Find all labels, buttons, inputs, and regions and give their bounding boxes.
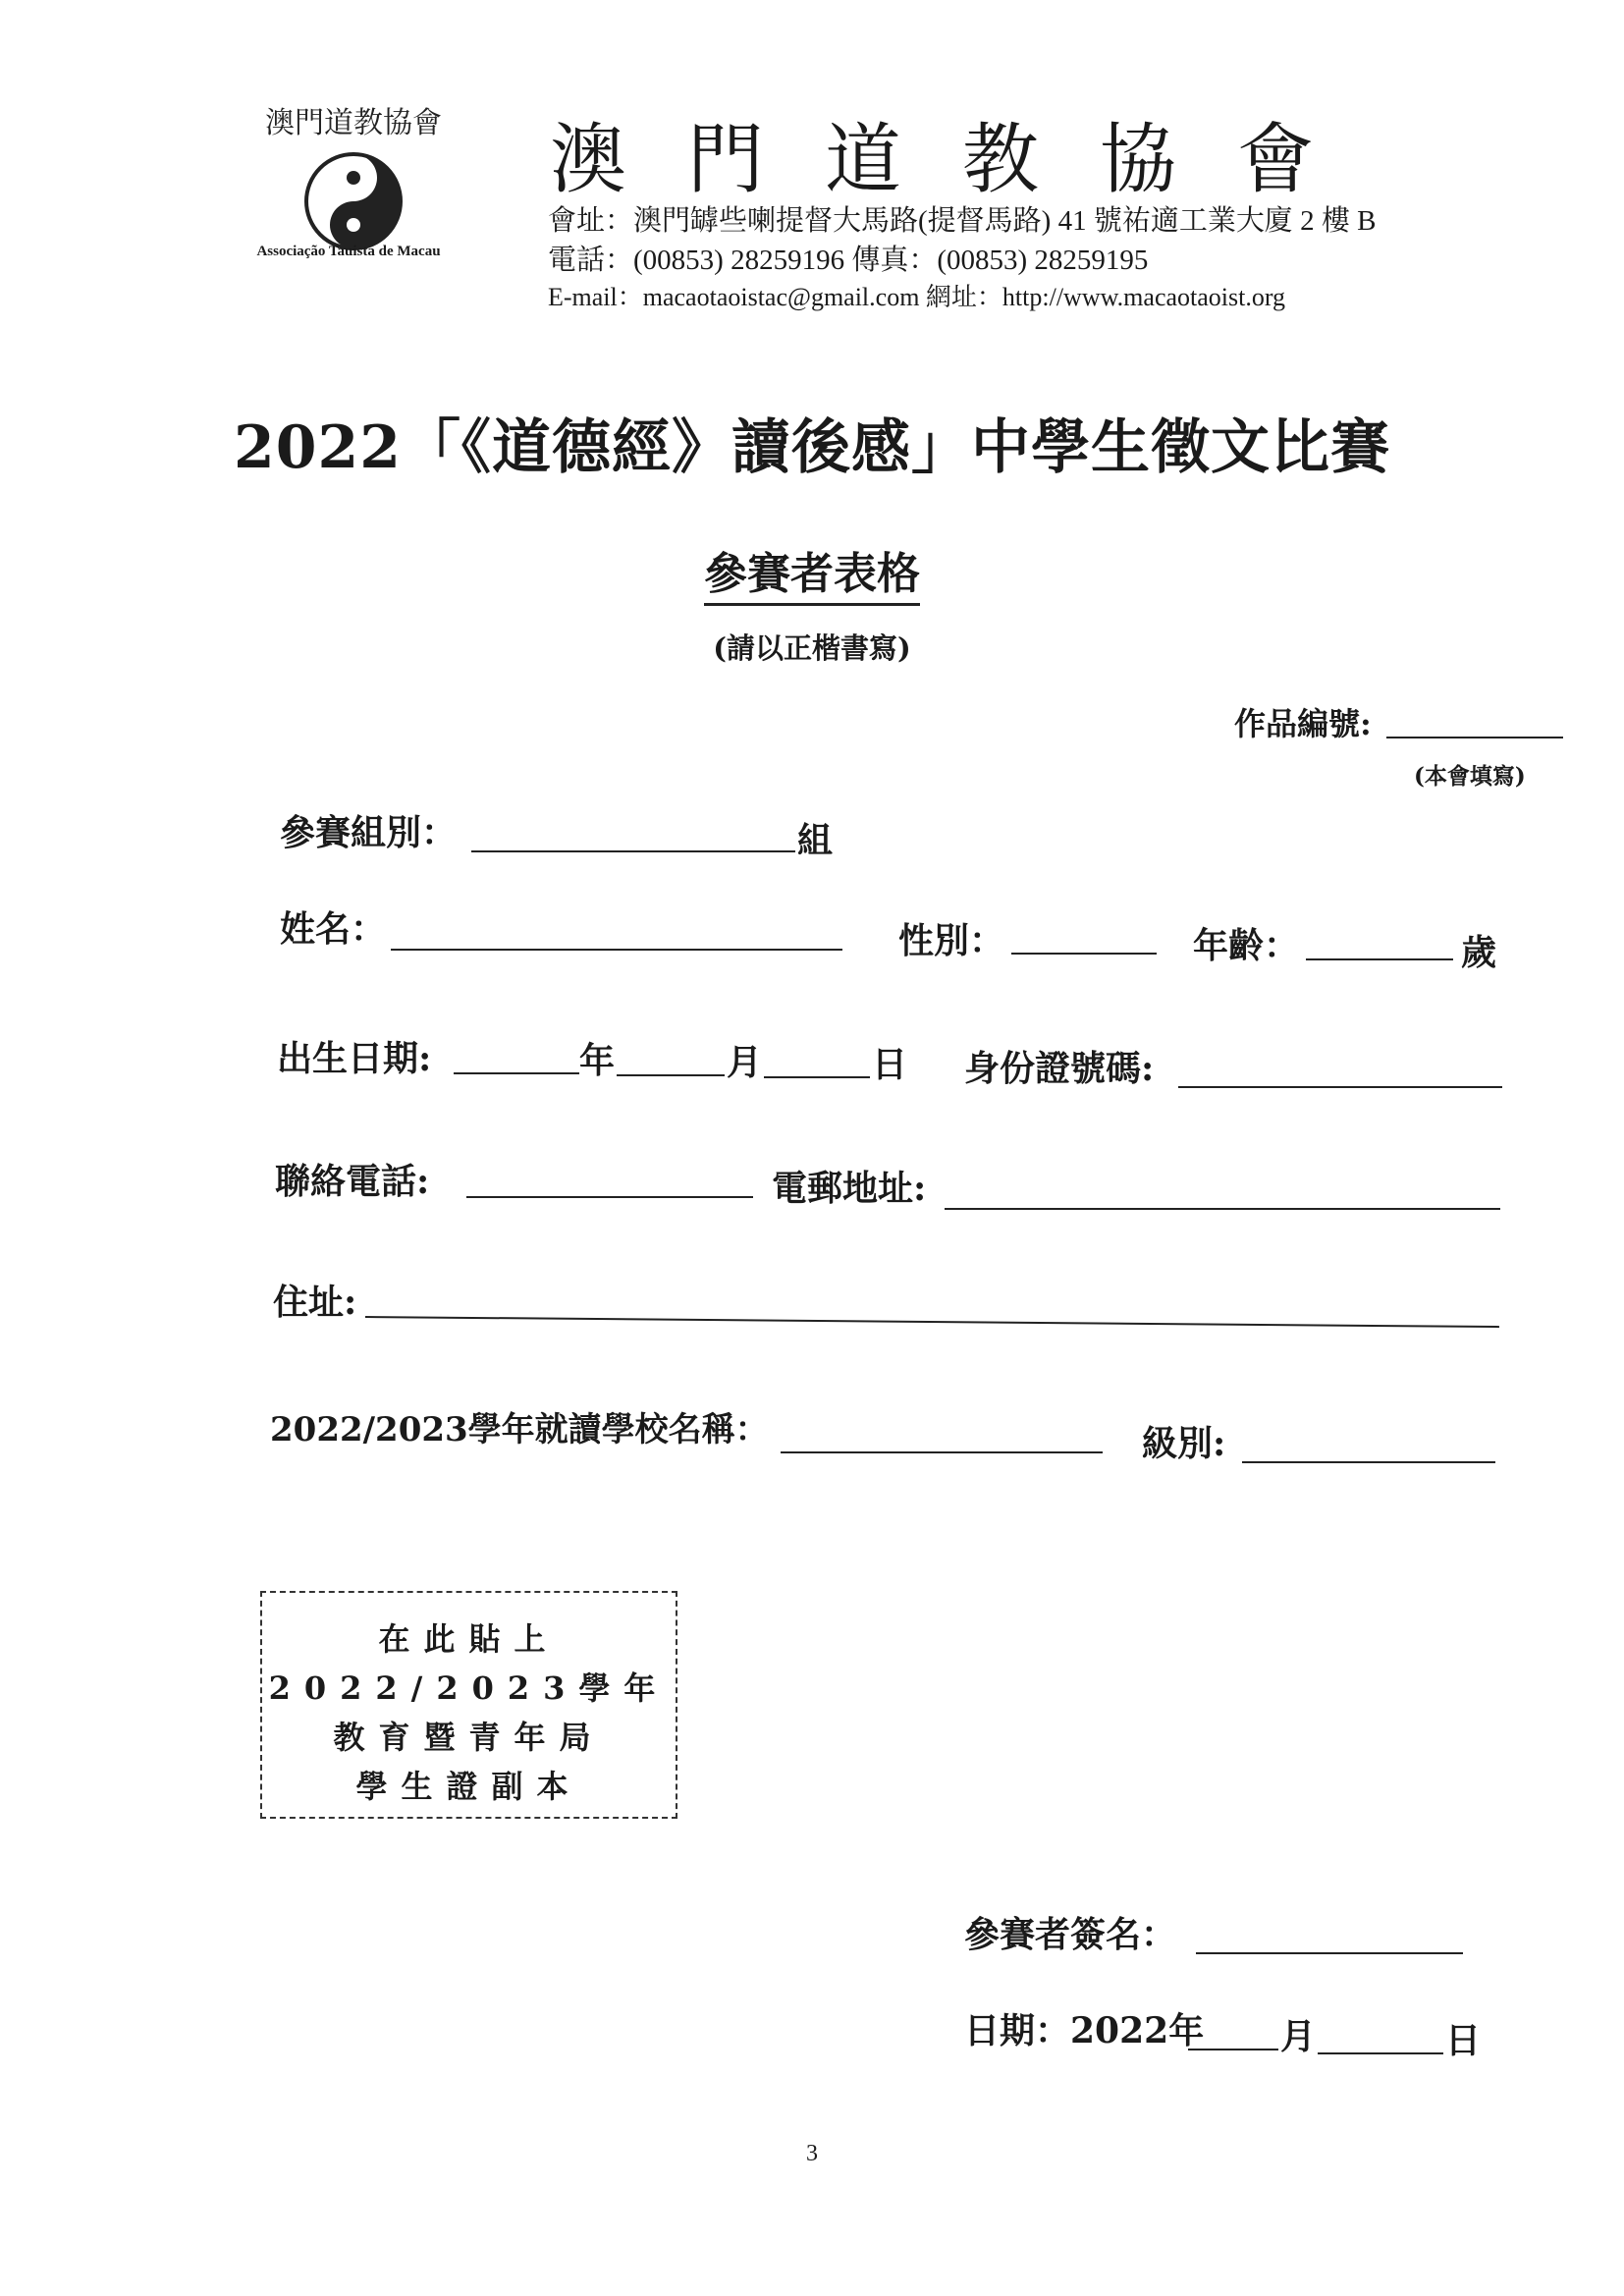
age-suffix: 歲 (1461, 932, 1497, 973)
logo-subtitle: Associação Tauista de Macau (256, 244, 441, 259)
school-label: 2022/2023學年就讀學校名稱： (270, 1410, 769, 1449)
school-field[interactable] (781, 1451, 1103, 1453)
sign-day-unit: 日 (1445, 2020, 1482, 2061)
phone-field[interactable] (466, 1196, 753, 1198)
id-label: 身份證號碼: (964, 1048, 1155, 1089)
sign-date-label: 日期：2022年 (964, 2010, 1205, 2051)
group-label: 參賽組別： (280, 812, 458, 853)
name-field[interactable] (391, 949, 842, 951)
page-number: 3 (806, 2141, 818, 2166)
form-title (0, 538, 1624, 601)
entry-no-field[interactable] (1386, 737, 1563, 738)
dob-month-unit: 月 (727, 1042, 763, 1083)
address-label: 住址: (273, 1282, 357, 1323)
dob-year-unit: 年 (579, 1040, 616, 1081)
grade-label: 級別: (1142, 1423, 1226, 1464)
email-field[interactable] (945, 1208, 1500, 1210)
name-label: 姓名： (280, 908, 387, 950)
group-field[interactable] (471, 850, 795, 852)
sign-day-field[interactable] (1318, 2052, 1443, 2054)
grade-field[interactable] (1242, 1461, 1495, 1463)
entry-no-label: 作品編號: (1234, 705, 1372, 742)
logo-arc-text: 澳門道教協會 (265, 106, 442, 140)
student-card-box[interactable] (260, 1591, 677, 1819)
document-title: 2022「《道德經》讀後感」中學生徵文比賽 (234, 413, 1390, 482)
stamp-line-1: 在此貼上 (378, 1620, 560, 1658)
phone-label: 聯絡電話: (275, 1161, 430, 1202)
gender-label: 性別： (898, 920, 1005, 961)
form-note: (請以正楷書寫) (713, 631, 911, 665)
dob-year-field[interactable] (454, 1072, 579, 1074)
org-name: 澳門道教協會 (550, 116, 1376, 204)
sign-month-unit: 月 (1280, 2016, 1317, 2057)
age-field[interactable] (1306, 958, 1453, 960)
stamp-line-2: 2022/2023學年 (268, 1669, 670, 1707)
id-field[interactable] (1178, 1086, 1502, 1088)
org-address: 會址：澳門罅些喇提督大馬路(提督馬路) 41 號祐適工業大廈 2 樓 B (548, 205, 1377, 237)
age-label: 年齡： (1193, 925, 1300, 966)
form-title-text: 參賽者表格 (704, 549, 920, 606)
entry-no-note: (本會填寫) (1414, 763, 1526, 790)
signature-field[interactable] (1196, 1952, 1463, 1954)
dob-month-field[interactable] (617, 1074, 725, 1076)
signature-label: 參賽者簽名： (964, 1914, 1177, 1955)
stamp-line-3: 教育暨青年局 (333, 1719, 605, 1756)
dob-label: 出生日期: (277, 1038, 432, 1079)
gender-field[interactable] (1011, 953, 1157, 955)
group-suffix: 組 (797, 820, 834, 861)
dob-day-field[interactable] (764, 1076, 870, 1078)
sign-month-field[interactable] (1188, 2049, 1278, 2050)
org-email-web: E-mail：macaotaoistac@gmail.com 網址：http://www.macaotaoist.org (548, 283, 1286, 311)
org-phone-fax: 電話：(00853) 28259196 傳真：(00853) 28259195 (548, 245, 1149, 276)
stamp-line-4: 學生證副本 (355, 1768, 582, 1805)
email-label: 電郵地址: (772, 1168, 927, 1209)
dob-day-unit: 日 (872, 1044, 908, 1085)
address-field[interactable] (365, 1316, 1499, 1328)
